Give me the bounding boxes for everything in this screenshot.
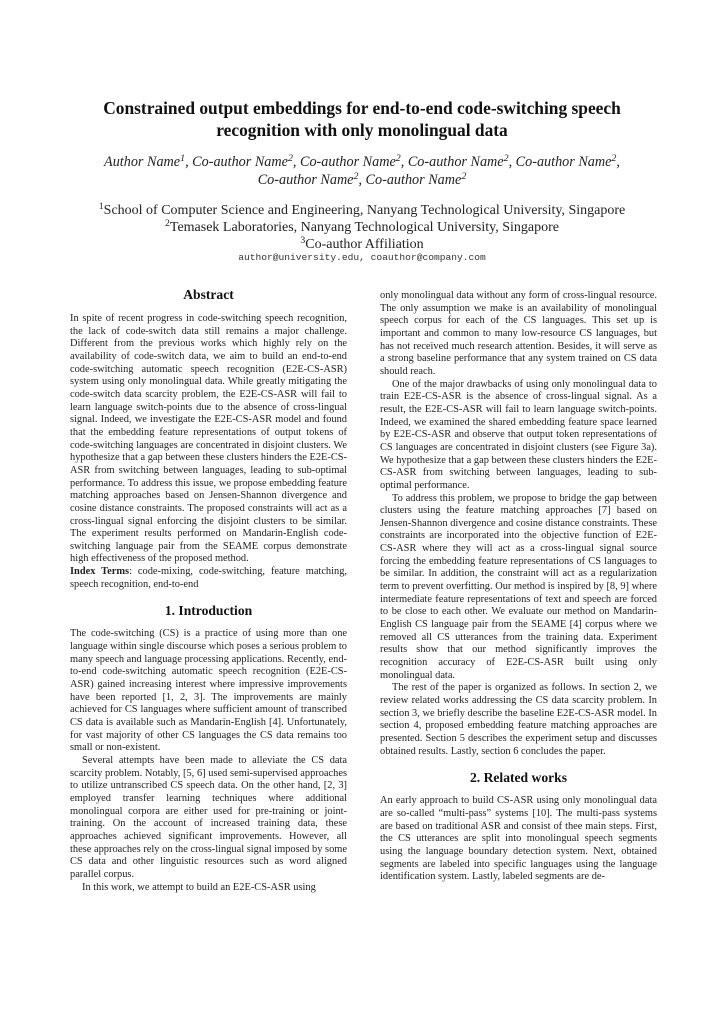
abstract-text: In spite of recent progress in code-switching speech recognition, the lack of code-switch data still remains a major challenge. Different from the previous works which highly rely on the availability of code-switch data, we aim to build an end-to-end code-switching automatic speech recognition (E2E-CS-ASR) system using only monolingual data. While greatly mitigating the code-switch data scarcity problem, the E2E-CS-ASR will fail to learn language switch-points due to the absence of cross-lingual signal. Indeed, we investigate the E2E-CS-ASR model and found that the embedding feature representations of output tokens of code-switching languages are concentrated in disjoint clusters. We hypothesize that a gap between these clusters hinders the E2E-CS-ASR from switching between languages, leading to sub-optimal performance. To address this issue, we propose embedding feature matching approaches based on Jensen-Shannon divergence and cosine distance constraints. The proposed constraints will act as a cross-lingual signal enforcing the disjoint clusters to be similar. The experiment results performed on Mandarin-English code-switching language pair from the SEAME corpus demonstrate high effectiveness of the proposed method. — [70, 313, 347, 565]
author-name: Co-author Name — [192, 154, 288, 170]
author-sup: 2 — [611, 153, 617, 165]
index-terms-label: Index Terms — [70, 566, 130, 578]
author-line-1: Author Name$^1$, Co-author Name$^2$, Co-author Name$^2$, Co-author Name$^2$, Co-author Name$^2$, — [104, 153, 620, 170]
left-column — [70, 287, 347, 894]
affiliation — [40, 236, 684, 253]
author-list — [50, 153, 674, 189]
affiliation-text: Co-author Affiliation — [305, 237, 424, 252]
author-name: Co-author Name — [407, 154, 504, 170]
intro-paragraph: One of the major drawbacks of using only monolingual data to train E2E-CS-ASR is the absence of cross-lingual signal. As a result, the E2E-CS-ASR will fail to learn language switch-points. Indeed, we examined the shared embedding feature space learned by E2E-CS-ASR and observe that output token representations of CS languages are concentrated in disjoint clusters (see Figure 3a). We hypothesize that a gap between these clusters hinders the E2E-CS-ASR from switching between languages, leading to sub-optimal performance. — [380, 378, 657, 491]
author-name: Co-author Name — [300, 154, 396, 170]
intro-paragraph: In this work, we attempt to build an E2E-CS-ASR using — [82, 881, 316, 893]
author-name: Author Name — [104, 154, 181, 170]
author-sup: 2 — [353, 171, 359, 183]
paper-title: Constrained output embeddings for end-to-end code-switching speech recognition with only monolingual data — [103, 98, 621, 140]
author-sup: 2 — [461, 171, 467, 183]
affiliation — [40, 202, 684, 219]
author-sup: 2 — [287, 153, 293, 165]
abstract-heading: Abstract — [183, 287, 234, 302]
related-works-paragraph: An early approach to build CS-ASR using only monolingual data are so-called “multi-pass” systems [10]. The multi-pass systems are based on traditional ASR and consist of thee main steps. First, the CS utterances are split into monolingual speech segments using the language boundary detection system. Next, obtained segments are labeled into specific languages using the language identification system. Lastly, labeled segments are de- — [380, 795, 657, 883]
right-column — [380, 290, 657, 884]
intro-paragraph: To address this problem, we propose to bridge the gap between clusters using the feature matching approaches [7] based on Jensen-Shannon divergence and cosine distance constraints. These constraints are incorporated into the objective function of E2E-CS-ASR where they will act as a cross-lingual signal source forcing the embedding feature representations of CS languages to be similar. In addition, the constraint will act as a regularization term to prevent overfitting. Our method is inspired by [8, 9] where intermediate feature representations of text and speech are forced to be close to each other. We evaluate our method on Mandarin-English CS language pair from the SEAME [4] corpus where we removed all CS utterances from the training data. Experiment results show that our method significantly improves the recognition accuracy of E2E-CS-ASR built using only monolingual data. — [380, 492, 657, 681]
affiliation-sup: 3 — [300, 235, 306, 247]
affiliation-list — [40, 202, 684, 253]
index-terms — [70, 566, 347, 591]
author-name: Co-author Name — [257, 172, 354, 188]
affiliation-text: Temasek Laboratories, Nanyang Technological University, Singapore — [169, 220, 560, 235]
intro-paragraph: The code-switching (CS) is a practice of using more than one language within single discourse which poses a serious problem to many speech and language processing applications. Recently, end-to-end code-switching automatic speech recognition (E2E-CS-ASR) gained increasing interest where impressive improvements have been reported [1, 2, 3]. The improvements are mainly achieved for CS languages where sufficient amount of transcribed CS data is available such as Mandarin-English [4]. Unfortunately, for vast majority of other CS languages the CS data remains too small or non-existent. — [70, 628, 347, 754]
introduction-heading: 1. Introduction — [164, 603, 253, 619]
intro-paragraph: only monolingual data without any form of cross-lingual resource. The only assumption we make is an availability of monolingual speech corpus for each of the CS languages. This set up is important and common to many low-resource CS languages, but has not received much research attention. Besides, it will serve as a strong baseline performance that any system trained on CS data should reach. — [380, 290, 657, 377]
index-terms-text: : code-mixing, code-switching, feature matching, speech recognition, end-to-end — [70, 566, 347, 590]
author-sup: 2 — [395, 153, 401, 165]
author-emails: author@university.edu, coauthor@company.com — [238, 252, 486, 263]
author-line-2: Co-author Name$^2$, Co-author Name$^2$ — [257, 171, 467, 188]
related-works-heading: 2. Related works — [469, 770, 568, 786]
author-name: Co-author Name — [515, 154, 612, 170]
author-name: Co-author Name — [365, 172, 462, 188]
intro-paragraph: Several attempts have been made to alleviate the CS data scarcity problem. Notably, [5, 6] used semi-supervised approaches to utilize untranscribed CS speech data. On the other hand, [2, 3] employed transfer learning techniques where additional monolingual corpora are either used for pre-training or joint-training. On the account of increased training data, these approaches achieved significant improvements. However, all these approaches rely on the cross-lingual signal imposed by some CS data and other linguistic resources such as word aligned parallel corpus. — [70, 755, 347, 880]
author-sup: 1 — [180, 153, 186, 165]
affiliation-sup: 2 — [164, 218, 170, 230]
intro-paragraph: The rest of the paper is organized as follows. In section 2, we review related works addressing the CS data scarcity problem. In section 3, we briefly describe the baseline E2E-CS-ASR model. In section 4, proposed embedding feature matching approaches are presented. Section 5 describes the experiment setup and discusses obtained results. Lastly, section 6 concludes the paper. — [380, 682, 657, 757]
affiliation-sup: 1 — [98, 201, 104, 213]
affiliation-text: School of Computer Science and Engineering, Nanyang Technological University, Singapore — [103, 203, 626, 218]
affiliation — [40, 219, 684, 236]
author-sup: 2 — [503, 153, 509, 165]
